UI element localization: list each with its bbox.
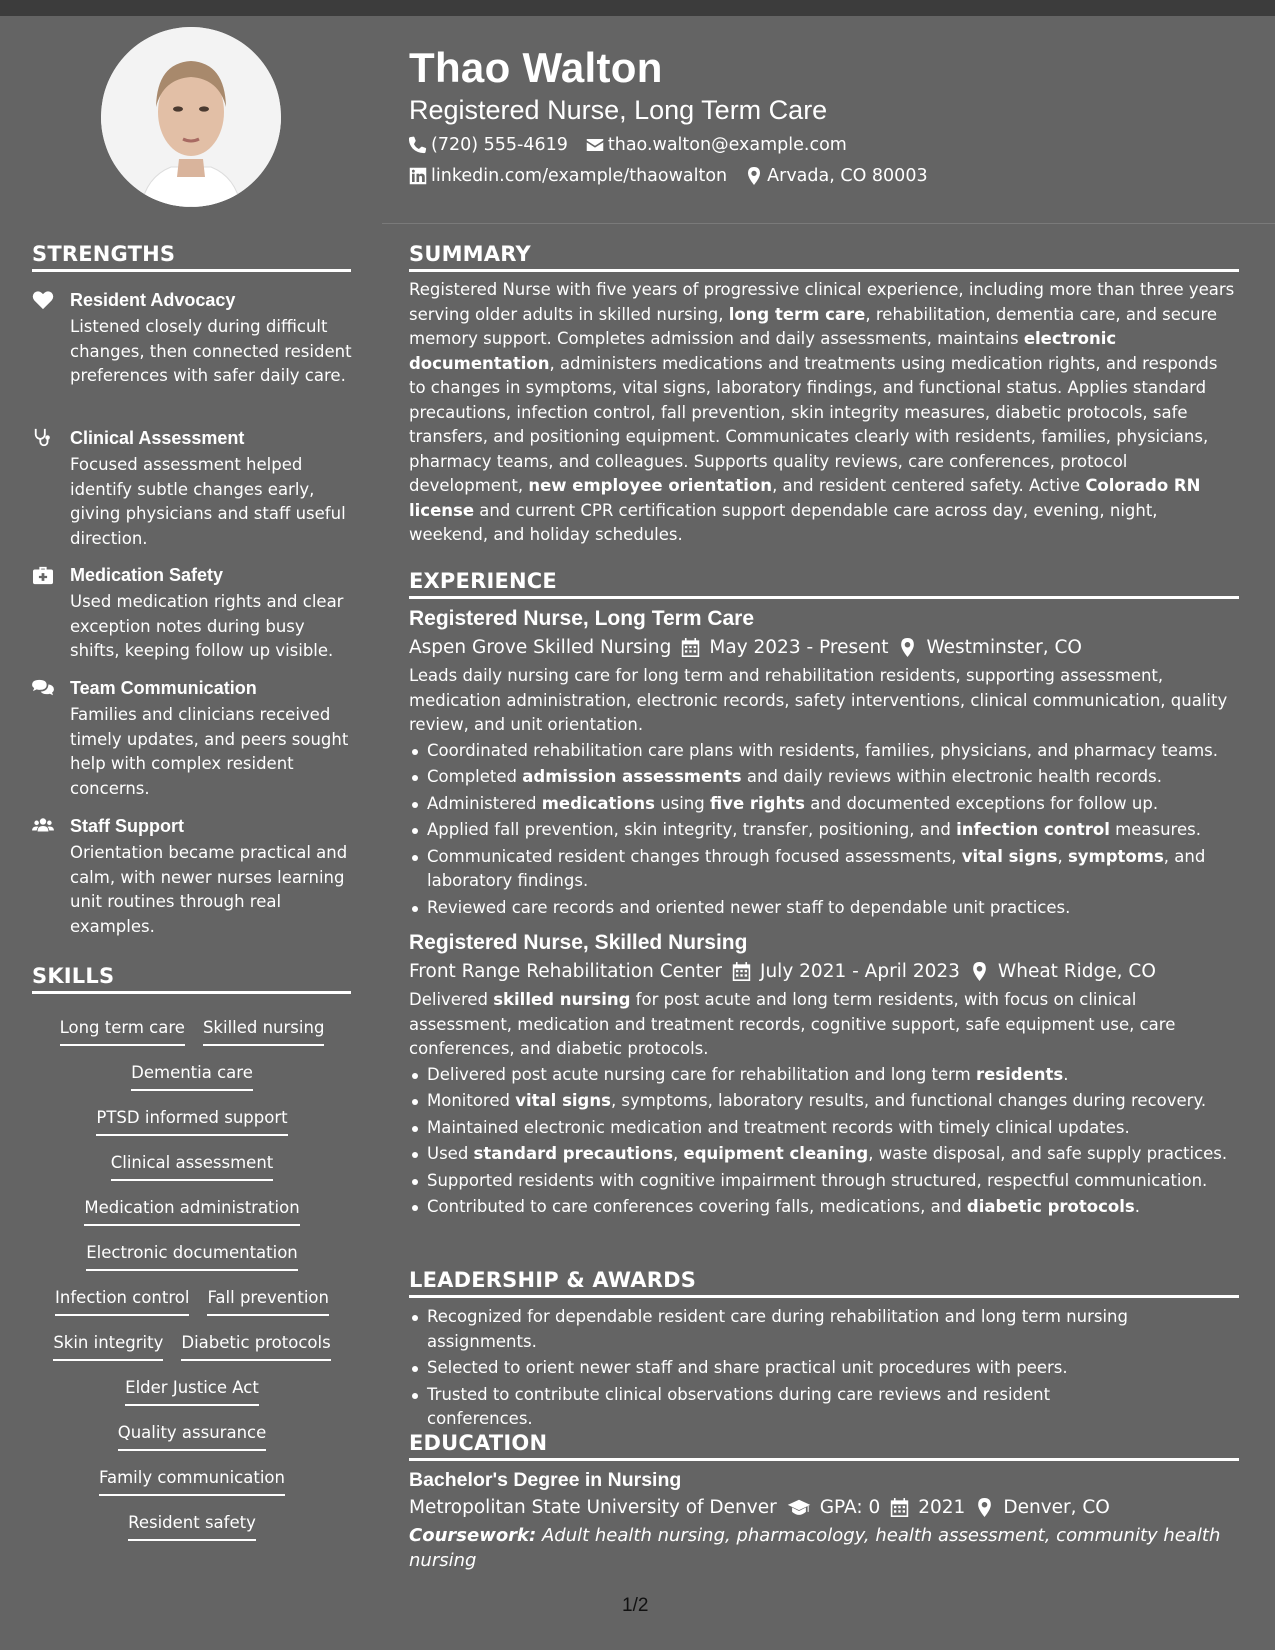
graduation-year: 2021 bbox=[918, 1497, 966, 1518]
leadership-bullet: Selected to orient newer staff and share practical unit procedures with peers. bbox=[409, 1356, 1129, 1381]
education-heading: EDUCATION bbox=[409, 1431, 1239, 1461]
job-bullets bbox=[409, 739, 1239, 921]
job-bullets bbox=[409, 1063, 1239, 1220]
job-description: Leads daily nursing care for long term and rehabilitation residents, supporting assessment, medication administration, electronic records, safety interventions, clinical communication, quality review, and unit orientation. bbox=[409, 666, 1228, 734]
skill-tag: Electronic documentation bbox=[86, 1243, 298, 1271]
strength-item bbox=[32, 290, 352, 410]
strength-title: Medication Safety bbox=[70, 565, 224, 585]
job-bullet: Maintained electronic medication and treatment records with timely clinical updates. bbox=[409, 1116, 1239, 1141]
strength-item bbox=[32, 678, 352, 798]
job-title: Registered Nurse, Long Term Care bbox=[409, 607, 755, 630]
strength-title: Clinical Assessment bbox=[70, 428, 245, 448]
candidate-name: Thao Walton bbox=[409, 44, 663, 91]
email-address: thao.walton@example.com bbox=[607, 135, 847, 155]
linkedin-contact[interactable] bbox=[409, 166, 727, 186]
heart-icon bbox=[32, 290, 56, 312]
job-dates: May 2023 - Present bbox=[709, 637, 889, 658]
school-name: Metropolitan State University of Denver bbox=[409, 1497, 777, 1518]
email-contact[interactable] bbox=[586, 135, 847, 155]
job-bullet: Monitored vital signs, symptoms, laboratory results, and functional changes during recovery. bbox=[409, 1089, 1239, 1114]
strength-text: Used medication rights and clear exception notes during busy shifts, keeping follow up visible. bbox=[70, 592, 344, 660]
coursework: Coursework: Adult health nursing, pharmacology, health assessment, community health nursing bbox=[409, 1525, 1221, 1571]
contact-row bbox=[409, 135, 847, 155]
strength-item bbox=[32, 428, 352, 548]
users-icon bbox=[32, 816, 56, 838]
map-marker-icon bbox=[975, 1498, 994, 1517]
phone-number: (720) 555-4619 bbox=[431, 135, 568, 155]
job-bullet: Supported residents with cognitive impairment through structured, respectful communication. bbox=[409, 1169, 1239, 1194]
leadership-heading: LEADERSHIP & AWARDS bbox=[409, 1268, 1239, 1298]
skill-tag: Diabetic protocols bbox=[181, 1333, 330, 1361]
strength-text: Families and clinicians received timely updates, and peers sought help with complex resident concerns. bbox=[70, 705, 349, 798]
skill-tag: Medication administration bbox=[84, 1198, 299, 1226]
job-description: Delivered skilled nursing for post acute and long term residents, with focus on clinical assessment, medication and treatment records, cognitive support, safe equipment use, care conferences, and diabetic protocols. bbox=[409, 990, 1176, 1058]
job-location: Wheat Ridge, CO bbox=[997, 961, 1156, 982]
stethoscope-icon bbox=[32, 428, 56, 450]
degree-title: Bachelor's Degree in Nursing bbox=[409, 1469, 682, 1491]
job-bullet: Contributed to care conferences covering falls, medications, and diabetic protocols. bbox=[409, 1195, 1239, 1220]
skill-tag: Elder Justice Act bbox=[125, 1378, 259, 1406]
leadership-bullet: Trusted to contribute clinical observations during care reviews and resident conferences. bbox=[409, 1383, 1129, 1432]
leadership-bullet: Recognized for dependable resident care during rehabilitation and long term nursing assignments. bbox=[409, 1305, 1129, 1354]
job-title: Registered Nurse, Skilled Nursing bbox=[409, 931, 748, 954]
location-text: Arvada, CO 80003 bbox=[767, 166, 928, 186]
linkedin-icon bbox=[409, 167, 427, 185]
job-entry bbox=[409, 931, 1239, 1220]
calendar-icon bbox=[681, 638, 700, 657]
job-meta bbox=[409, 637, 1239, 658]
location-contact bbox=[745, 166, 927, 186]
map-marker-icon bbox=[745, 167, 763, 185]
strength-title: Team Communication bbox=[70, 678, 257, 698]
experience-section bbox=[409, 569, 1239, 1222]
skill-tag: Dementia care bbox=[131, 1063, 253, 1091]
job-bullet: Communicated resident changes through focused assessments, vital signs, symptoms, and laboratory findings. bbox=[409, 845, 1239, 894]
job-entry bbox=[409, 607, 1239, 920]
skill-tag: Skilled nursing bbox=[203, 1018, 324, 1046]
strength-item bbox=[32, 816, 352, 936]
job-bullet: Used standard precautions, equipment cleaning, waste disposal, and safe supply practices. bbox=[409, 1142, 1239, 1167]
skill-tag: Quality assurance bbox=[118, 1423, 267, 1451]
job-bullet: Delivered post acute nursing care for rehabilitation and long term residents. bbox=[409, 1063, 1239, 1088]
skills-list bbox=[32, 1018, 352, 1558]
experience-heading: EXPERIENCE bbox=[409, 569, 1239, 599]
map-marker-icon bbox=[970, 962, 989, 981]
phone-contact[interactable] bbox=[409, 135, 568, 155]
header-divider bbox=[382, 223, 1275, 224]
left-column bbox=[0, 16, 380, 1650]
leadership-bullets bbox=[409, 1305, 1129, 1432]
page-number: 1/2 bbox=[622, 1595, 649, 1616]
job-employer: Front Range Rehabilitation Center bbox=[409, 961, 722, 982]
strength-title: Resident Advocacy bbox=[70, 290, 236, 310]
strength-title: Staff Support bbox=[70, 816, 184, 836]
job-dates: July 2021 - April 2023 bbox=[760, 961, 960, 982]
skill-tag: Fall prevention bbox=[207, 1288, 329, 1316]
candidate-headline: Registered Nurse, Long Term Care bbox=[409, 95, 828, 125]
gpa: GPA: 0 bbox=[819, 1497, 881, 1518]
job-bullet: Coordinated rehabilitation care plans with residents, families, physicians, and pharmacy teams. bbox=[409, 739, 1239, 764]
calendar-icon bbox=[732, 962, 751, 981]
profile-photo bbox=[101, 27, 281, 207]
strength-text: Focused assessment helped identify subtle changes early, giving physicians and staff useful direction. bbox=[70, 455, 346, 548]
job-bullet: Applied fall prevention, skin integrity, transfer, positioning, and infection control measures. bbox=[409, 818, 1239, 843]
school-location: Denver, CO bbox=[1003, 1497, 1110, 1518]
job-location: Westminster, CO bbox=[926, 637, 1082, 658]
job-bullet: Administered medications using five rights and documented exceptions for follow up. bbox=[409, 792, 1239, 817]
map-marker-icon bbox=[898, 638, 917, 657]
job-employer: Aspen Grove Skilled Nursing bbox=[409, 637, 672, 658]
skill-tag: Family communication bbox=[99, 1468, 285, 1496]
summary-text: Registered Nurse with five years of progressive clinical experience, including more than three years serving older adults in skilled nursing, long term care, rehabilitation, dementia care, and secure memory support. Completes admission and daily assessments, maintains electronic documentation, administers medications and treatments using medication rights, and responds to changes in symptoms, vital signs, laboratory findings, and functional status. Applies standard precautions, infection control, fall prevention, skin integrity measures, diabetic protocols, safe transfers, and positioning equipment. Communicates clearly with residents, families, physicians, pharmacy teams, and colleagues. Supports quality reviews, care conferences, protocol development, new employee orientation, and resident centered safety. Active Colorado RN license and current CPR certification support dependable care across day, evening, night, weekend, and holiday schedules. bbox=[409, 280, 1235, 544]
medical-kit-icon bbox=[32, 565, 56, 587]
skill-tag: Clinical assessment bbox=[111, 1153, 274, 1181]
skill-tag: Resident safety bbox=[128, 1513, 256, 1541]
strengths-heading: STRENGTHS bbox=[32, 242, 351, 272]
summary-heading: SUMMARY bbox=[409, 242, 1239, 272]
phone-icon bbox=[409, 136, 427, 154]
job-meta bbox=[409, 961, 1239, 982]
skills-heading: SKILLS bbox=[32, 964, 351, 994]
education-meta bbox=[409, 1497, 1239, 1518]
envelope-icon bbox=[586, 136, 604, 154]
skill-tag: Infection control bbox=[55, 1288, 189, 1316]
job-bullet: Reviewed care records and oriented newer staff to dependable unit practices. bbox=[409, 896, 1239, 921]
skill-tag: PTSD informed support bbox=[96, 1108, 287, 1136]
strength-text: Orientation became practical and calm, with newer nurses learning unit routines through real examples. bbox=[70, 843, 348, 936]
contact-row bbox=[409, 166, 928, 186]
strength-text: Listened closely during difficult changes, then connected resident preferences with safer daily care. bbox=[70, 317, 352, 385]
calendar-icon bbox=[890, 1498, 909, 1517]
strength-item bbox=[32, 565, 352, 665]
skill-tag: Skin integrity bbox=[53, 1333, 163, 1361]
summary-section bbox=[409, 242, 1239, 548]
education-section bbox=[409, 1431, 1239, 1573]
job-bullet: Completed admission assessments and daily reviews within electronic health records. bbox=[409, 765, 1239, 790]
linkedin-url: linkedin.com/example/thaowalton bbox=[431, 166, 728, 186]
skill-tag: Long term care bbox=[60, 1018, 185, 1046]
top-bar bbox=[0, 0, 1275, 16]
graduation-cap-icon bbox=[787, 1498, 811, 1517]
leadership-section bbox=[409, 1268, 1239, 1434]
comments-icon bbox=[32, 678, 56, 700]
